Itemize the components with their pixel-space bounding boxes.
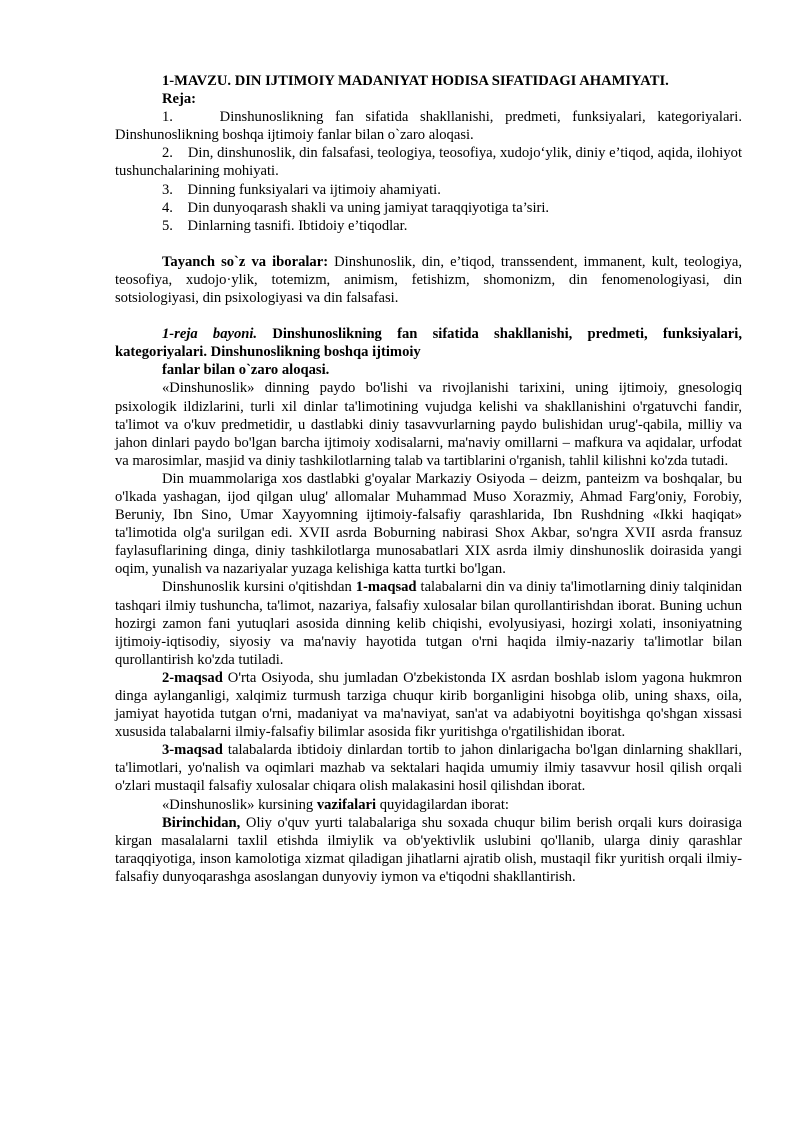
paragraph-text: Oliy o'quv yurti talabalariga shu soxada chuqur bilim berish orqali kurs doirasiga kirgan masalalarni taxlil etishda ilmiylik va ob'yektivlik uslubini qo'llanib, ularga diniy qarashlar taraqqiyotiga, inson kamolotiga xizmat qiladigan jihatlarni ajratib olish, mustaqil fikr yuritish orqali ilmiy-falsafiy dunyoqarashga asoslangan dunyoviy iymon va e'tiqodni shakllantirish. (115, 814, 742, 885)
plan-item-text: Dinlarning tasnifi. Ibtidoiy e’tiqodlar. (187, 217, 408, 234)
keywords-paragraph (115, 253, 742, 307)
plan-item-number: 5. (162, 217, 173, 234)
paragraph-text: talabalarni din va diniy ta'limotlarning diniy talqinidan tashqari ilmiy tushuncha, ta'limot, nazariya, falsafiy xulosalar bilan qurollantirishdan iborat. Buning uchun hozirgi zamon fani yutuqlari asosida dinning kelib chiqishi, evolyusiyasi, hozirgi xolati, insoniyatning ijtimoiy-iqtisodiy, siyosiy va ma'naviy hayotida tutgan o'rni haqida ilmiy-nazariy ta'limotlar bilan qurollantirish ko'zda tutiladi. (115, 579, 742, 668)
plan-item-text: Din, dinshunoslik, din falsafasi, teologiya, teosofiya, xudojo‘ylik, diniy e’tiqod, aqida, ilohiyot tushunchalarining mohiyati. (115, 145, 742, 180)
plan-item-1 (115, 108, 742, 144)
keywords-label: Tayanch so`z va iboralar: (162, 253, 329, 270)
goal-1-label: 1-maqsad (355, 579, 417, 596)
page-title: 1-MAVZU. DIN IJTIMOIY MADANIYAT HODISA SIFATIDAGI AHAMIYATI. (162, 73, 669, 89)
plan-item-text: Dinshunoslikning fan sifatida shakllanishi, predmeti, funksiyalari, kategoriyalari. Dinshunoslikning boshqa ijtimoiy fanlar bilan o`zaro aloqasi. (115, 109, 742, 144)
spacer (115, 307, 742, 325)
paragraph-text: O'rta Osiyoda, shu jumladan O'zbekistonda IX asrdan boshlab islom yagona hukmron dinga aylanganligi, xalqimiz turmush tarziga chuqur kirib borganligini hisobga olib, uning shaxs, oila, jamiyat hayotida tutgan o'rni, madaniyat va ma'naviyat, san'at va adabiyotni boyitishga qo'shgan xissasi xususida talabalarni ilmiy-falsafiy bilimlar asosida fikr yuritishga o'rgatilishidan iborat. (115, 669, 742, 741)
plan-item-number: 2. (162, 145, 173, 162)
keywords-text: Dinshunoslik, din, e’tiqod, transsendent, immanent, kult, teologiya, teosofiya, xudojo·ylik, totemizm, animism, fetishizm, shomonizm, din fenomenologiyasi, din sotsiologiyasi, din psixologiyasi va din falsafasi. (115, 253, 742, 307)
goal-2-label: 2-maqsad (162, 669, 223, 686)
firstly-label: Birinchidan, (162, 814, 241, 831)
plan-item-3 (115, 181, 742, 199)
section-title: Dinshunoslikning fan sifatida shakllanishi, predmeti, funksiyalari, kategoriyalari. Dinshunoslikning boshqa ijtimoiy (115, 326, 742, 361)
spacer (115, 235, 742, 253)
plan-heading: Reja: (162, 91, 197, 108)
paragraph-text: talabalarda ibtidoiy dinlardan tortib to jahon dinlarigacha bo'lgan dinlarning shakllari, ta'limotlari, yo'nalish va oqimlari mazhab va sektalari haqida umumiy ilmiy tasavvur hosil qilish orqali o'zlari mustaqil falsafiy xulosalar chiqara olish malakasini hosil qilishdan iborat. (115, 742, 742, 795)
plan-item-2 (115, 144, 742, 180)
paragraph-text: quyidagilardan iborat: (376, 796, 509, 813)
plan-item-number: 3. (162, 181, 173, 198)
plan-item-text: Din dunyoqarash shakli va uning jamiyat taraqqiyotiga ta’siri. (187, 199, 550, 216)
section-heading (115, 325, 742, 361)
section-label: 1-reja bayoni. (162, 326, 258, 343)
paragraph-6 (115, 796, 742, 814)
paragraph-1: «Dinshunoslik» dinning paydo bo'lishi va rivojlanishi tarixini, uning ijtimoiy, gnesologiq psixologik ildizlarini, turli xil dinlar ta'limotining vujudga kelishi va shakllanishini o'rgatuvchi fandir, ta'limot va o'kuv predmetidir, u dastlabki diniy tasavvurlarning paydo bulishidan urug'-qabila, milliy va jahon dinlari paydo bo'lgan barcha ijtimoiy xodisalarni, ma'naviy omillarni – mafkura va aqidalar, urfodat va marosimlar, masjid va diniy tashkilotlarning talab va tartiblarini o'rganish, tahlil kilishni ko'zda tutadi. (115, 380, 742, 469)
paragraph-2: Din muammolariga xos dastlabki g'oyalar Markaziy Osiyoda – deizm, panteizm va boshqalar, bu o'lkada yashagan, ijod qilgan ulug' allomalar Muhammad Muso Xorazmiy, Ahmad Farg'oniy, Forobiy, Beruniy, Ibn Sino, Umar Xayyomning ijtimoiy-falsafiy qarashlarida, Ibn Rushdning «Ikki haqiqat» ta'limotida olg'a surilgan edi. XVII asrda Boburning nabirasi Shox Akbar, so'ngra XVII asrda fransuz faylasuflarining dinga, diniy tashkilotlarga munosabatlari XIX asrda ilmiy dinshunoslik doirasida yangi oqim, yunalish va nazariyalar yuzaga kelishiga katta turtki bo'lgan. (115, 470, 742, 578)
plan-item-number: 4. (162, 199, 173, 216)
paragraph-text: Dinshunoslik kursini o'qitishdan (162, 579, 356, 596)
paragraph-5 (115, 741, 742, 795)
paragraph-3 (115, 578, 742, 668)
plan-item-text: Dinning funksiyalari va ijtimoiy ahamiyati. (187, 181, 441, 198)
plan-item-4 (115, 199, 742, 217)
paragraph-4 (115, 669, 742, 741)
paragraph-7 (115, 814, 742, 886)
paragraph-text: «Dinshunoslik» kursining (162, 796, 317, 813)
plan-item-number: 1. (162, 109, 173, 126)
goal-3-label: 3-maqsad (162, 742, 223, 759)
plan-item-5 (115, 217, 742, 235)
section-title-cont: fanlar bilan o`zaro aloqasi. (162, 362, 330, 379)
document-page (115, 72, 742, 886)
tasks-label: vazifalari (316, 796, 377, 813)
